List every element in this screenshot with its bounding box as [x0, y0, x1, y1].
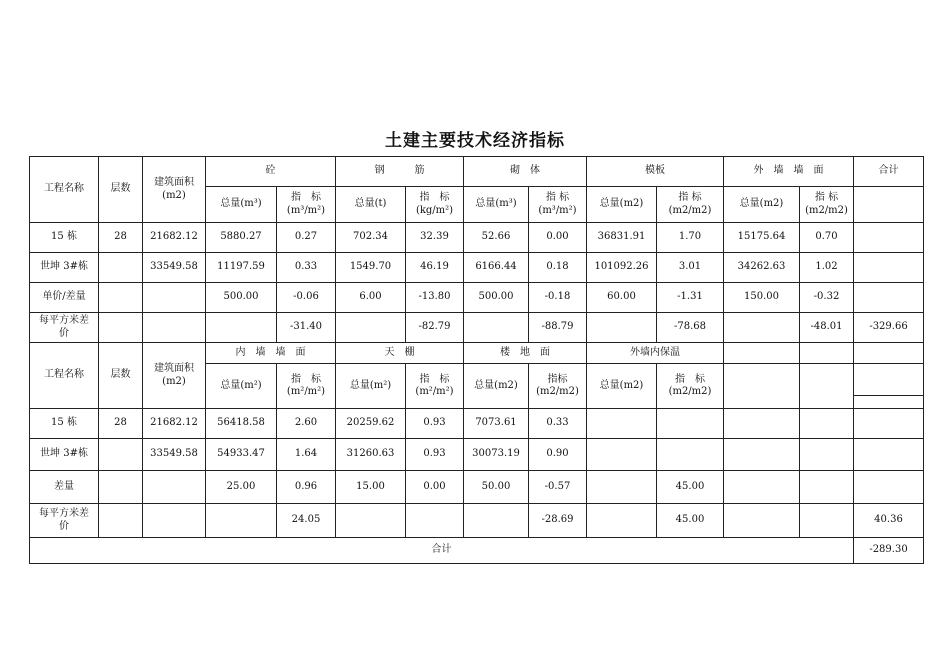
cell: 7073.61: [464, 409, 529, 439]
cell: 33549.58: [143, 253, 206, 283]
cell: 52.66: [464, 223, 529, 253]
cell: [143, 283, 206, 313]
cell: 1.02: [800, 253, 854, 283]
total-label: 合计: [30, 538, 854, 564]
cell: [587, 409, 657, 439]
cell: -0.06: [277, 283, 336, 313]
sub-header: 总量(m³): [206, 187, 277, 223]
cell: -1.31: [657, 283, 724, 313]
cell: 60.00: [587, 283, 657, 313]
col-header-name: 工程名称: [30, 157, 99, 223]
cell: 28: [99, 409, 143, 439]
cell: -31.40: [277, 313, 336, 343]
cell: 46.19: [406, 253, 464, 283]
cell: [854, 253, 924, 283]
cell: [336, 313, 406, 343]
empty-cell: [854, 343, 924, 364]
cell: -0.32: [800, 283, 854, 313]
cell: -88.79: [529, 313, 587, 343]
page-title: 土建主要技术经济指标: [385, 131, 565, 151]
cell: 1.64: [277, 439, 336, 471]
sub-header: 指 标 (m2/m2): [800, 187, 854, 223]
group-header: 外墙内保温: [587, 343, 724, 364]
cell: 30073.19: [464, 439, 529, 471]
cell: [406, 504, 464, 538]
sub-header: 总量(m³): [464, 187, 529, 223]
sub-header-empty: [854, 187, 924, 223]
cell: [99, 504, 143, 538]
cell: 11197.59: [206, 253, 277, 283]
sub-header: 总量(m2): [587, 187, 657, 223]
cell: -13.80: [406, 283, 464, 313]
group-header-total: 合计: [854, 157, 924, 187]
sub-header: 指 标 (m2/m2): [657, 187, 724, 223]
empty-cell: [800, 364, 854, 409]
cell: 2.60: [277, 409, 336, 439]
sub-header: 指 标 (kg/m²): [406, 187, 464, 223]
sub-header: 总量(m2): [587, 364, 657, 409]
cell: [854, 439, 924, 471]
sub-header: 指 标 (m³/m²): [529, 187, 587, 223]
cell: 世坤 3#栋: [30, 439, 99, 471]
cell: 0.33: [277, 253, 336, 283]
sub-header: 总量(m2): [464, 364, 529, 409]
cell: 56418.58: [206, 409, 277, 439]
cell: 24.05: [277, 504, 336, 538]
empty-cell: [800, 343, 854, 364]
table-row: [30, 504, 924, 538]
cell: [464, 504, 529, 538]
cell: 1.70: [657, 223, 724, 253]
col-header-floors: 层数: [99, 157, 143, 223]
cell: 45.00: [657, 504, 724, 538]
cell: 28: [99, 223, 143, 253]
cell: -82.79: [406, 313, 464, 343]
cell: [800, 504, 854, 538]
cell: 单价/差量: [30, 283, 99, 313]
cell: [854, 409, 924, 439]
cell: 45.00: [657, 471, 724, 504]
table-row: [30, 253, 924, 283]
cell: 500.00: [464, 283, 529, 313]
cell: 21682.12: [143, 409, 206, 439]
sub-header: 指 标 (m²/m²): [277, 364, 336, 409]
cell: [724, 313, 800, 343]
empty-cell: [724, 343, 800, 364]
cell: 50.00: [464, 471, 529, 504]
cell: 5880.27: [206, 223, 277, 253]
cell: [724, 409, 800, 439]
cell: [206, 313, 277, 343]
cell: 0.00: [529, 223, 587, 253]
cell: 0.00: [406, 471, 464, 504]
col-header-floors: 层数: [99, 343, 143, 409]
split-cell: [854, 364, 924, 409]
cell: 0.96: [277, 471, 336, 504]
cell: [99, 283, 143, 313]
cell: 500.00: [206, 283, 277, 313]
cell: 0.93: [406, 409, 464, 439]
cell: 21682.12: [143, 223, 206, 253]
cell: [464, 313, 529, 343]
cell: 40.36: [854, 504, 924, 538]
cell: 34262.63: [724, 253, 800, 283]
total-row: [30, 538, 924, 564]
cell: 3.01: [657, 253, 724, 283]
cell: [206, 504, 277, 538]
cell: 33549.58: [143, 439, 206, 471]
cell: 1549.70: [336, 253, 406, 283]
cell: 25.00: [206, 471, 277, 504]
group-header: 楼 地 面: [464, 343, 587, 364]
cell: -78.68: [657, 313, 724, 343]
cell: [800, 409, 854, 439]
sub-header: 指 标 (m²/m²): [406, 364, 464, 409]
cell: [854, 471, 924, 504]
cell: 每平方米差 价: [30, 313, 99, 343]
table-row: [30, 283, 924, 313]
cell: 54933.47: [206, 439, 277, 471]
sub-header: 总量(m²): [336, 364, 406, 409]
cell: [854, 283, 924, 313]
cell: 0.70: [800, 223, 854, 253]
group-header: 模板: [587, 157, 724, 187]
sub-header: 指标 (m2/m2): [529, 364, 587, 409]
sub-header: 总量(m²): [206, 364, 277, 409]
cell: 0.33: [529, 409, 587, 439]
col-header-area: 建筑面积 (m2): [143, 157, 206, 223]
cell: 15 栋: [30, 409, 99, 439]
cell: [143, 313, 206, 343]
cell: [724, 439, 800, 471]
cell: -0.18: [529, 283, 587, 313]
sub-header: 总量(m2): [724, 187, 800, 223]
cell: 32.39: [406, 223, 464, 253]
cell: -0.57: [529, 471, 587, 504]
cell: 0.90: [529, 439, 587, 471]
group-header: 内 墙 墙 面: [206, 343, 336, 364]
col-header-area: 建筑面积 (m2): [143, 343, 206, 409]
cell: [143, 504, 206, 538]
group-header: 天 棚: [336, 343, 464, 364]
total-value: -289.30: [854, 538, 924, 564]
cell: [99, 439, 143, 471]
cell: 15.00: [336, 471, 406, 504]
cell: 每平方米差 价: [30, 504, 99, 538]
cell: 150.00: [724, 283, 800, 313]
sub-header: 指 标 (m2/m2): [657, 364, 724, 409]
cell: 702.34: [336, 223, 406, 253]
table-row: [30, 409, 924, 439]
cell: 31260.63: [336, 439, 406, 471]
sub-header: 指 标 (m³/m²): [277, 187, 336, 223]
empty-cell: [724, 364, 800, 409]
cell: [587, 439, 657, 471]
cell: [657, 409, 724, 439]
group-header: 钢 筋: [336, 157, 464, 187]
cell: [587, 313, 657, 343]
col-header-name: 工程名称: [30, 343, 99, 409]
tech-economic-table: [29, 156, 924, 564]
cell: [657, 439, 724, 471]
cell: [854, 223, 924, 253]
cell: 差量: [30, 471, 99, 504]
sub-header: 总量(t): [336, 187, 406, 223]
table-row: [30, 439, 924, 471]
cell: [724, 504, 800, 538]
table-row: [30, 313, 924, 343]
cell: 0.18: [529, 253, 587, 283]
table-row: [30, 471, 924, 504]
cell: [99, 313, 143, 343]
cell: -28.69: [529, 504, 587, 538]
cell: 15175.64: [724, 223, 800, 253]
cell: 15 栋: [30, 223, 99, 253]
cell: 0.27: [277, 223, 336, 253]
cell: [587, 471, 657, 504]
cell: [724, 471, 800, 504]
table-row: [30, 223, 924, 253]
cell: [587, 504, 657, 538]
cell: -48.01: [800, 313, 854, 343]
cell: -329.66: [854, 313, 924, 343]
cell: [99, 471, 143, 504]
cell: [143, 471, 206, 504]
cell: 世坤 3#栋: [30, 253, 99, 283]
cell: 0.93: [406, 439, 464, 471]
cell: [99, 253, 143, 283]
cell: 36831.91: [587, 223, 657, 253]
group-header: 砌 体: [464, 157, 587, 187]
group-header: 外 墙 墙 面: [724, 157, 854, 187]
cell: [800, 439, 854, 471]
cell: [800, 471, 854, 504]
cell: 6.00: [336, 283, 406, 313]
cell: 6166.44: [464, 253, 529, 283]
group-header: 砼: [206, 157, 336, 187]
cell: 101092.26: [587, 253, 657, 283]
cell: [336, 504, 406, 538]
cell: 20259.62: [336, 409, 406, 439]
